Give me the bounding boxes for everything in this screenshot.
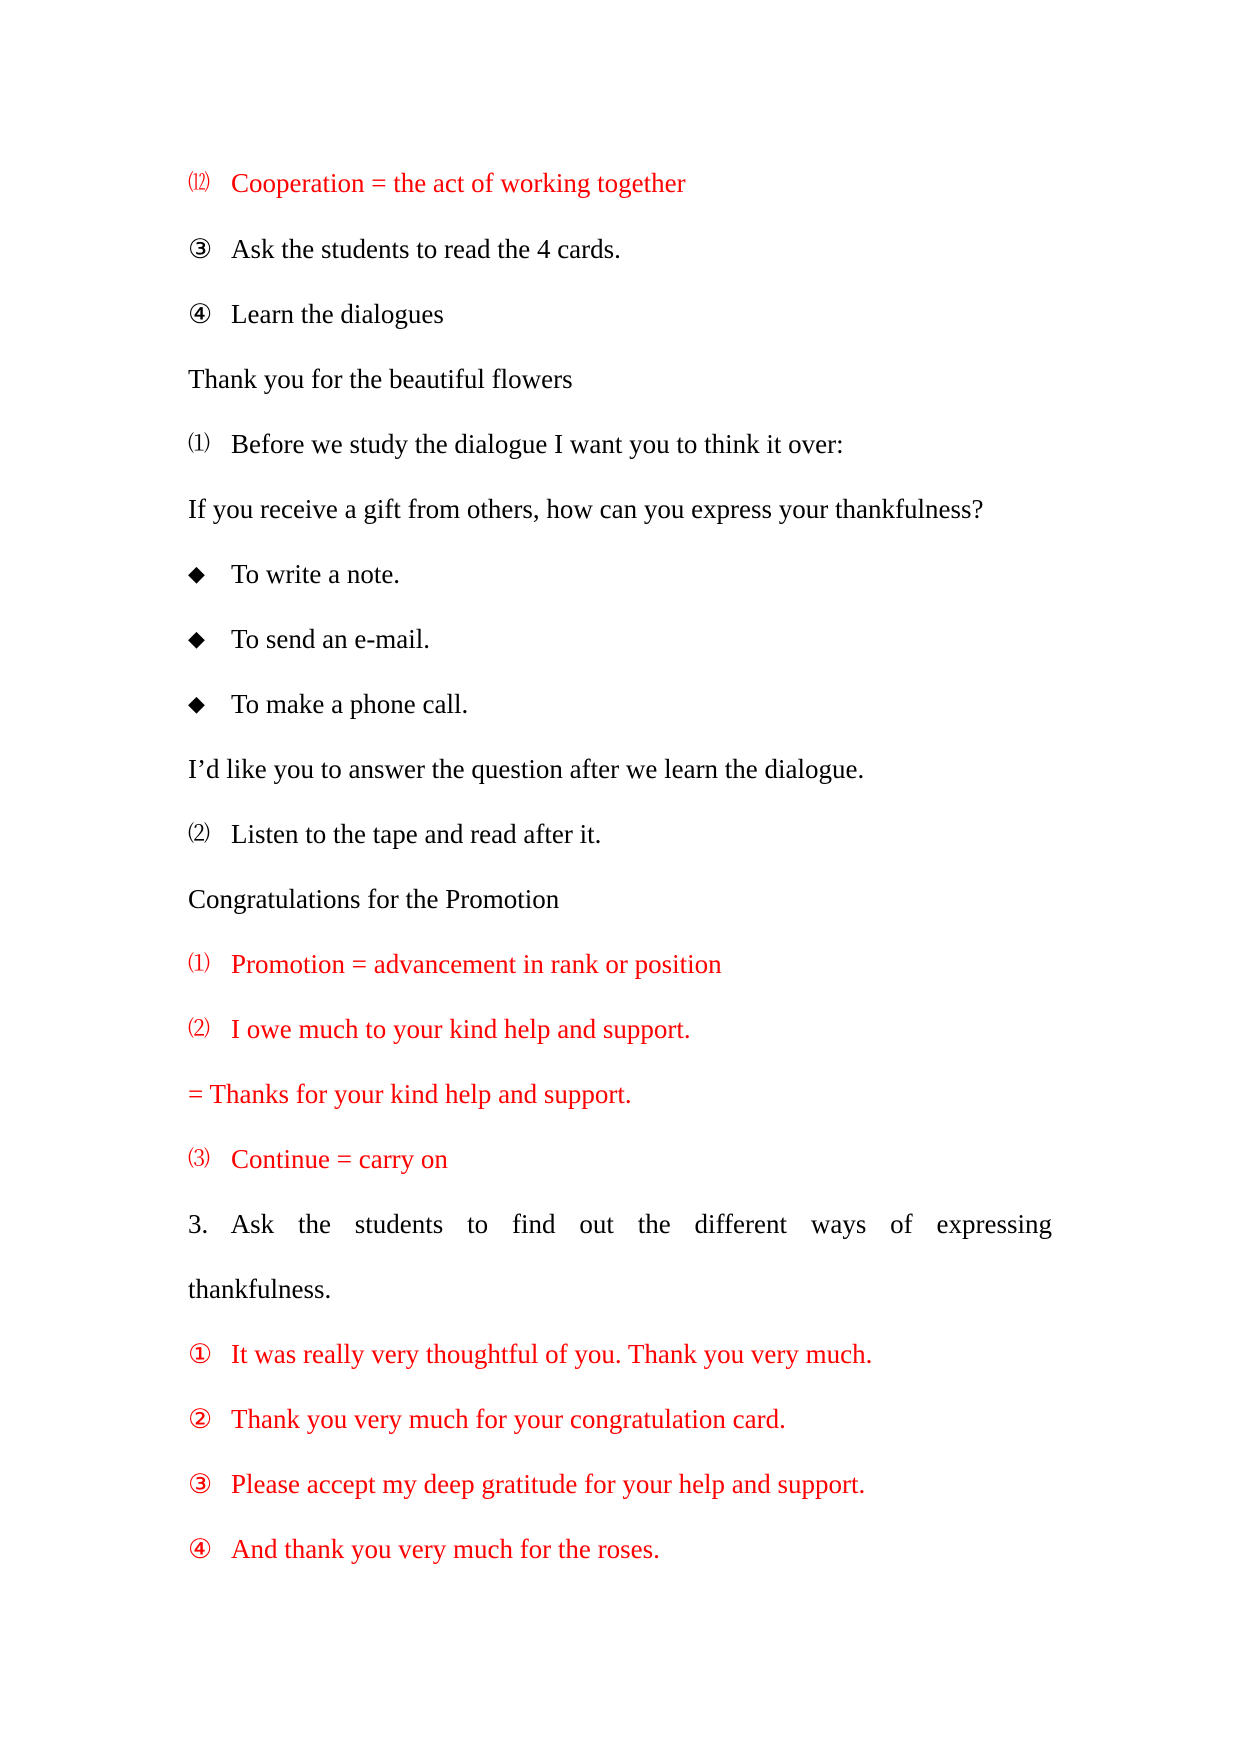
diamond-bullet-icon: ◆ bbox=[188, 626, 205, 651]
diamond-bullet-icon: ◆ bbox=[188, 561, 205, 586]
item-text: Promotion = advancement in rank or position bbox=[231, 949, 722, 979]
item-text: To send an e-mail. bbox=[231, 624, 431, 654]
item-text: Before we study the dialogue I want you to think it over: bbox=[231, 429, 844, 459]
step-read-cards bbox=[188, 229, 1058, 269]
item-text: To make a phone call. bbox=[231, 689, 469, 719]
item-marker: ⑴ bbox=[188, 951, 211, 976]
instruction-answer-later bbox=[188, 749, 1058, 789]
item-marker: ④ bbox=[188, 299, 213, 329]
expression-deep-gratitude bbox=[188, 1464, 1058, 1504]
item-text: If you receive a gift from others, how can you express your thankfulness? bbox=[188, 494, 984, 524]
item-marker: ① bbox=[188, 1339, 213, 1369]
option-phone-call bbox=[188, 684, 1058, 724]
item-marker: ⑵ bbox=[188, 1016, 211, 1041]
option-write-note bbox=[188, 554, 1058, 594]
item-text: I owe much to your kind help and support. bbox=[231, 1014, 691, 1044]
item-text: Thank you for the beautiful flowers bbox=[188, 364, 573, 394]
item-text: And thank you very much for the roses. bbox=[231, 1534, 660, 1564]
item-text: I’d like you to answer the question after we learn the dialogue. bbox=[188, 754, 865, 784]
item-marker: ⑿ bbox=[188, 170, 211, 195]
step-think-over bbox=[188, 424, 1058, 464]
item-text: thankfulness. bbox=[188, 1274, 332, 1304]
item-text: Congratulations for the Promotion bbox=[188, 884, 560, 914]
item-text: Please accept my deep gratitude for your help and support. bbox=[231, 1469, 866, 1499]
item-text: = Thanks for your kind help and support. bbox=[188, 1079, 632, 1109]
step-listen-tape bbox=[188, 814, 1058, 854]
item-marker: ③ bbox=[188, 1469, 213, 1499]
item-text: To write a note. bbox=[231, 559, 401, 589]
note-thanks-equivalent bbox=[188, 1074, 1058, 1114]
item-text: It was really very thoughtful of you. Thank you very much. bbox=[231, 1339, 873, 1369]
expression-roses bbox=[188, 1529, 1058, 1569]
dialogue-title-flowers bbox=[188, 359, 1058, 399]
item-text: Continue = carry on bbox=[231, 1144, 448, 1174]
item-text: Thank you very much for your congratulation card. bbox=[231, 1404, 786, 1434]
option-send-email bbox=[188, 619, 1058, 659]
expression-thoughtful bbox=[188, 1334, 1058, 1374]
diamond-bullet-icon: ◆ bbox=[188, 691, 205, 716]
step-find-ways: 3. Ask the students to find out the different ways of expressing bbox=[188, 1209, 1052, 1239]
item-marker: ⑶ bbox=[188, 1146, 211, 1171]
item-marker: ⑵ bbox=[188, 821, 211, 846]
note-continue bbox=[188, 1139, 1058, 1179]
item-marker: ④ bbox=[188, 1534, 213, 1564]
item-marker: ③ bbox=[188, 234, 213, 264]
step-learn-dialogues bbox=[188, 294, 1058, 334]
item-marker: ② bbox=[188, 1404, 213, 1434]
step-find-ways-continued bbox=[188, 1269, 1058, 1309]
item-text: Listen to the tape and read after it. bbox=[231, 819, 602, 849]
dialogue-title-promotion bbox=[188, 879, 1058, 919]
item-marker: ⑴ bbox=[188, 431, 211, 456]
item-text: Ask the students to read the 4 cards. bbox=[231, 234, 621, 264]
item-text: Cooperation = the act of working together bbox=[231, 168, 686, 198]
question-gift bbox=[188, 489, 1058, 529]
expression-congratulation-card bbox=[188, 1399, 1058, 1439]
item-text: Learn the dialogues bbox=[231, 299, 444, 329]
note-promotion bbox=[188, 944, 1058, 984]
note-cooperation bbox=[188, 163, 1058, 203]
note-owe-much bbox=[188, 1009, 1058, 1049]
